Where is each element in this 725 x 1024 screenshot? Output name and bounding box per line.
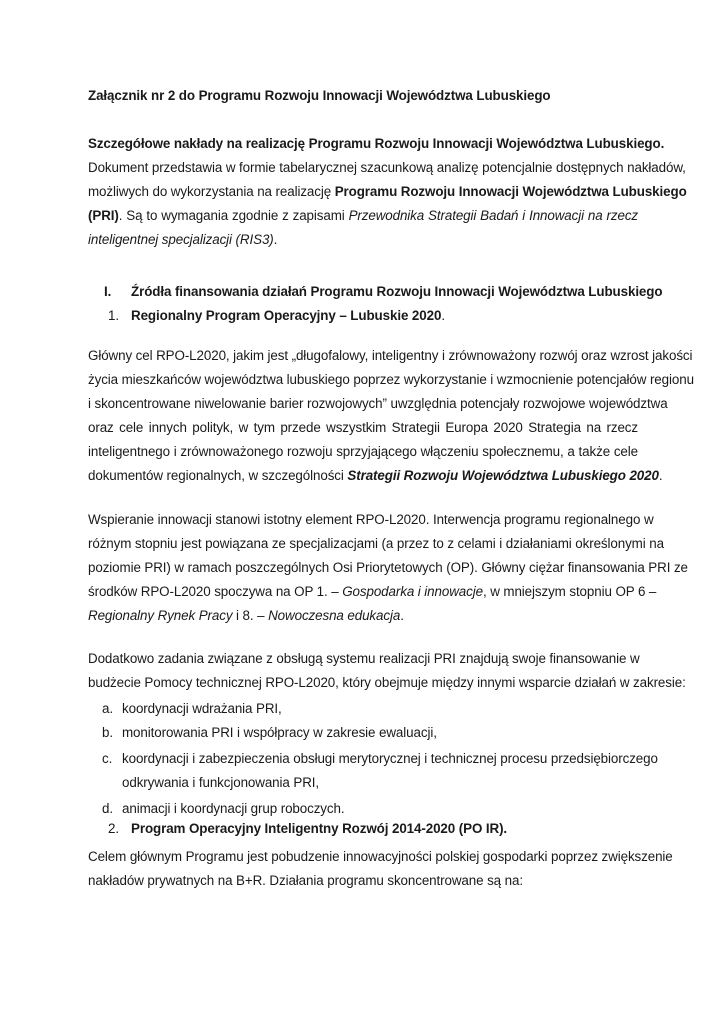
paragraph-line: oraz cele innych polityk, w tym przede wszystkim Strategii Europa 2020 Strategia na rzecz [88,420,638,435]
po-ir-paragraph [88,845,673,893]
item-title: Program Operacyjny Inteligentny Rozwój 2014-2020 (PO IR). [131,821,508,836]
document-title: Załącznik nr 2 do Programu Rozwoju Innowacji Województwa Lubuskiego [88,88,551,103]
list-marker: b. [102,725,113,740]
paragraph-line: poziomie PRI) w ramach poszczególnych Osi Priorytetowych (OP). Główny ciężar finansowania PRI ze [88,560,688,575]
rpo-goal-paragraph [88,344,694,488]
intro-bold-line: Szczegółowe nakłady na realizację Programu Rozwoju Innowacji Województwa Lubuskiego. [88,136,665,151]
list-item-text: animacji i koordynacji grup roboczych. [122,801,345,816]
list-marker: a. [102,701,113,716]
pri-abbreviation: (PRI) [88,208,119,223]
list-item-text: monitorowania PRI i współpracy w zakresie ewaluacji, [122,725,437,740]
paragraph-line: Regionalny Rynek Pracy i 8. – Nowoczesna edukacja. [88,608,404,623]
program-name: Programu Rozwoju Innowacji Województwa Lubuskiego [334,184,687,199]
list-item [102,697,638,721]
section-heading: Źródła finansowania działań Programu Rozwoju Innowacji Województwa Lubuskiego [131,284,663,299]
list-item [102,747,658,795]
intro-line: Dokument przedstawia w formie tabelarycznej szacunkową analizę potencjalnie dostępnych nakładów, [88,160,686,175]
paragraph-line: życia mieszkańców województwa lubuskiego poprzez wykorzystanie i wzmocnienie potencjałów regionu [88,372,694,387]
paragraph-line: inteligentnego i zrównoważonego rozwoju sprzyjającego włączeniu społecznemu, a także cele [88,444,638,459]
item-number: 2. [108,821,119,836]
list-item-text: koordynacji i zabezpieczenia obsługi merytorycznej i technicznej procesu przedsiębiorczego [122,751,658,766]
paragraph-line: Główny cel RPO-L2020, jakim jest „długofalowy, inteligentny i zrównoważony rozwój oraz wzrost jakości [88,348,693,363]
paragraph-line: budżecie Pomocy technicznej RPO-L2020, który obejmuje między innymi wsparcie działań w zakresie: [88,675,686,690]
intro-line: (PRI). Są to wymagania zgodnie z zapisami Przewodnika Strategii Badań i Innowacji na rzecz [88,208,639,223]
intro-line: możliwych do wykorzystania na realizację Programu Rozwoju Innowacji Województwa Lubuskiego [88,184,687,199]
innovation-support-paragraph [88,508,688,628]
paragraph-line: Wspieranie innowacji stanowi istotny element RPO-L2020. Interwencja programu regionalnego w [88,512,654,527]
strategy-name: Strategii Rozwoju Województwa Lubuskiego 2020 [347,468,659,483]
paragraph-line: nakładów prywatnych na B+R. Działania programu skoncentrowane są na: [88,873,523,888]
technical-assistance-paragraph [88,647,686,695]
paragraph-line: środków RPO-L2020 spoczywa na OP 1. – Gospodarka i innowacje, w mniejszym stopniu OP 6 – [88,584,657,599]
list-item [102,721,638,745]
paragraph-line: i skoncentrowane niwelowanie barier rozwojowych” uwzględnia potencjały rozwojowe województwa [88,396,668,411]
list-marker: c. [102,751,113,766]
list-marker: d. [102,801,113,816]
item-title: Regionalny Program Operacyjny – Lubuskie 2020. [131,308,445,323]
paragraph-line: Celem głównym Programu jest pobudzenie innowacyjności polskiej gospodarki poprzez zwiększenie [88,849,673,864]
list-item [102,797,638,821]
intro-paragraph [88,132,687,252]
paragraph-line: Dodatkowo zadania związane z obsługą systemu realizacji PRI znajdują swoje finansowanie w [88,651,640,666]
list-item-text: odkrywania i funkcjonowania PRI, [122,775,320,790]
paragraph-line: różnym stopniu jest powiązana ze specjalizacjami (a przez to z celami i działaniami określonymi na [88,536,664,551]
paragraph-line: dokumentów regionalnych, w szczególności Strategii Rozwoju Województwa Lubuskiego 2020. [88,468,663,483]
intro-line: inteligentnej specjalizacji (RIS3). [88,232,278,247]
list-item-text: koordynacji wdrażania PRI, [122,701,282,716]
item-number: 1. [108,308,119,323]
section-numeral: I. [104,284,112,299]
